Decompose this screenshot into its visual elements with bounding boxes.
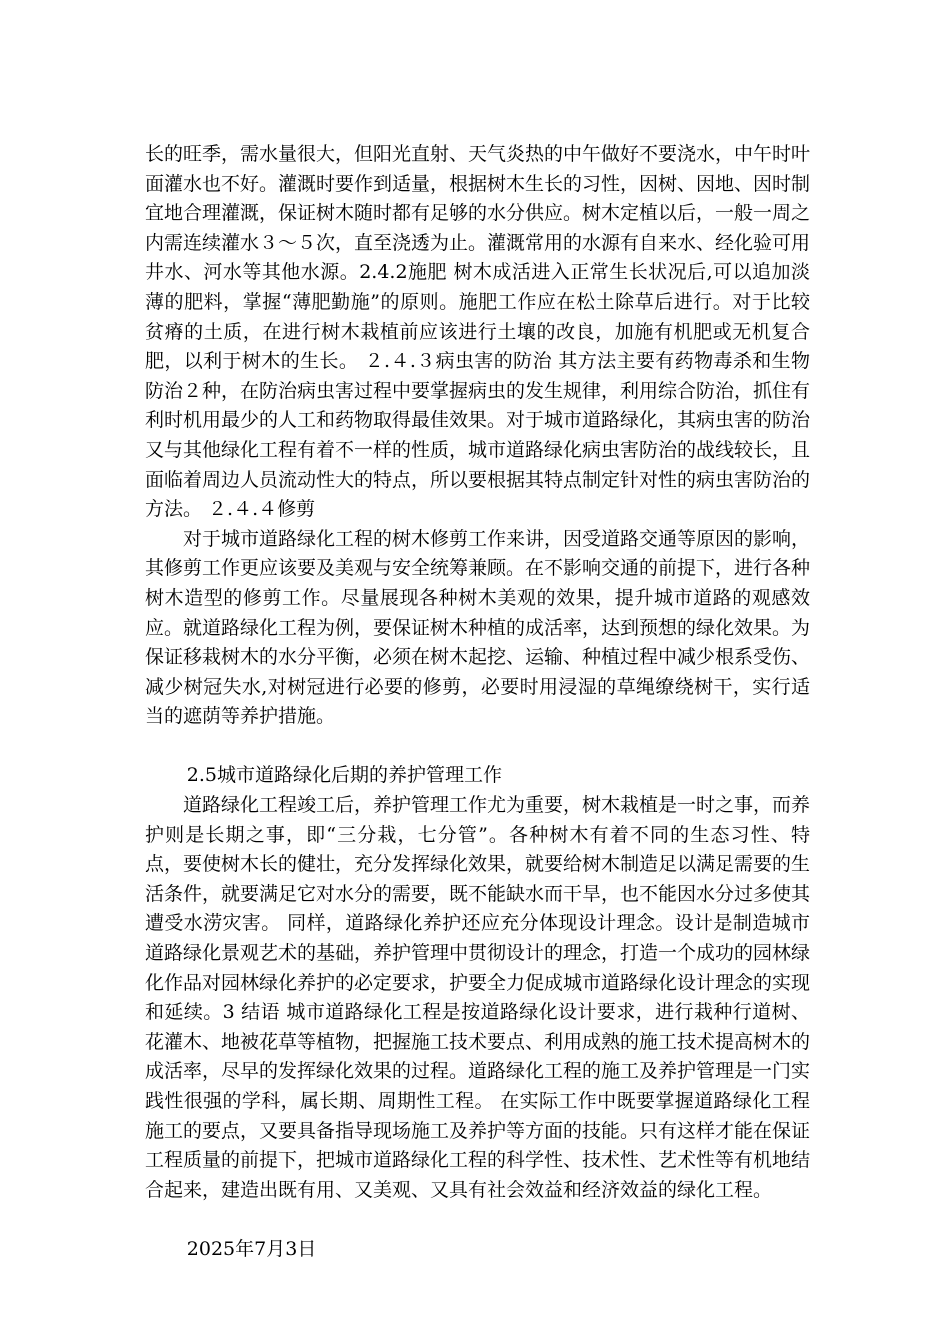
paragraph-spacer xyxy=(145,1205,810,1235)
document-page xyxy=(145,140,810,1265)
document-date: 2025年7月3日 xyxy=(186,1237,317,1260)
paragraph-irrigation-fertilizing-pest-control: 长的旺季，需水量很大，但阳光直射、天气炎热的中午做好不要浇水，中午时叶面灌水也不好。灌溉时要作到适量，根据树木生长的习性，因树、因地、因时制宜地合理灌溉，保证树木随时都有足够的水分供应。树木定植以后，一般一周之内需连续灌水３～５次，直至浇透为止。灌溉常用的水源有自来水、经化验可用井水、河水等其他水源。2.4.2施肥 树木成活进入正常生长状况后,可以追加淡薄的肥料，掌握“薄肥勤施”的原则。施肥工作应在松土除草后进行。对于比较贫瘠的土质，在进行树木栽植前应该进行土壤的改良，加施有机肥或无机复合肥，以利于树木的生长。 ２.４.３病虫害的防治 其方法主要有药物毒杀和生物防治２种，在防治病虫害过程中要掌握病虫的发生规律，利用综合防治，抓住有利时机用最少的人工和药物取得最佳效果。对于城市道路绿化，其病虫害的防治又与其他绿化工程有着不一样的性质，城市道路绿化病虫害防治的战线较长，且面临着周边人员流动性大的特点，所以要根据其特点制定针对性的病虫害防治的方法。 ２.４.４修剪 xyxy=(145,143,811,521)
paragraph-spacer xyxy=(145,732,810,762)
section-heading-maintenance: 2.5城市道路绿化后期的养护管理工作 xyxy=(186,764,503,787)
paragraph-maintenance-conclusion: 道路绿化工程竣工后，养护管理工作尤为重要，树木栽植是一时之事，而养护则是长期之事，即“三分栽，七分管”。各种树木有着不同的生态习性、特点，要使树木长的健壮，充分发挥绿化效果，就要给树木制造足以满足需要的生活条件，就要满足它对水分的需要，既不能缺水而干旱，也不能因水分过多使其遭受水涝灾害。 同样，道路绿化养护还应充分体现设计理念。设计是制造城市道路绿化景观艺术的基础，养护管理中贯彻设计的理念，打造一个成功的园林绿化作品对园林绿化养护的必定要求，护要全力促成城市道路绿化设计理念的实现和延续。3 结语 城市道路绿化工程是按道路绿化设计要求，进行栽种行道树、花灌木、地被花草等植物，把握施工技术要点、利用成熟的施工技术提高树木的成活率，尽早的发挥绿化效果的过程。道路绿化工程的施工及养护管理是一门实践性很强的学科，属长期、周期性工程。 在实际工作中既要掌握道路绿化工程施工的要点，又要具备指导现场施工及养护等方面的技能。只有这样才能在保证工程质量的前提下，把城市道路绿化工程的科学性、技术性、艺术性等有机地结合起来，建造出既有用、又美观、又具有社会效益和经济效益的绿化工程。 xyxy=(145,794,811,1201)
paragraph-pruning: 对于城市道路绿化工程的树木修剪工作来讲，因受道路交通等原因的影响，其修剪工作更应该要及美观与安全统筹兼顾。在不影响交通的前提下，进行各种树木造型的修剪工作。尽量展现各种树木美观的效果，提升城市道路的观感效应。就道路绿化工程为例，要保证树木种植的成活率，达到预想的绿化效果。为保证移栽树木的水分平衡，必须在树木起挖、运输、种植过程中减少根系受伤、减少树冠失水,对树冠进行必要的修剪，必要时用浸湿的草绳缭绕树干，实行适当的遮荫等养护措施。 xyxy=(145,527,811,728)
